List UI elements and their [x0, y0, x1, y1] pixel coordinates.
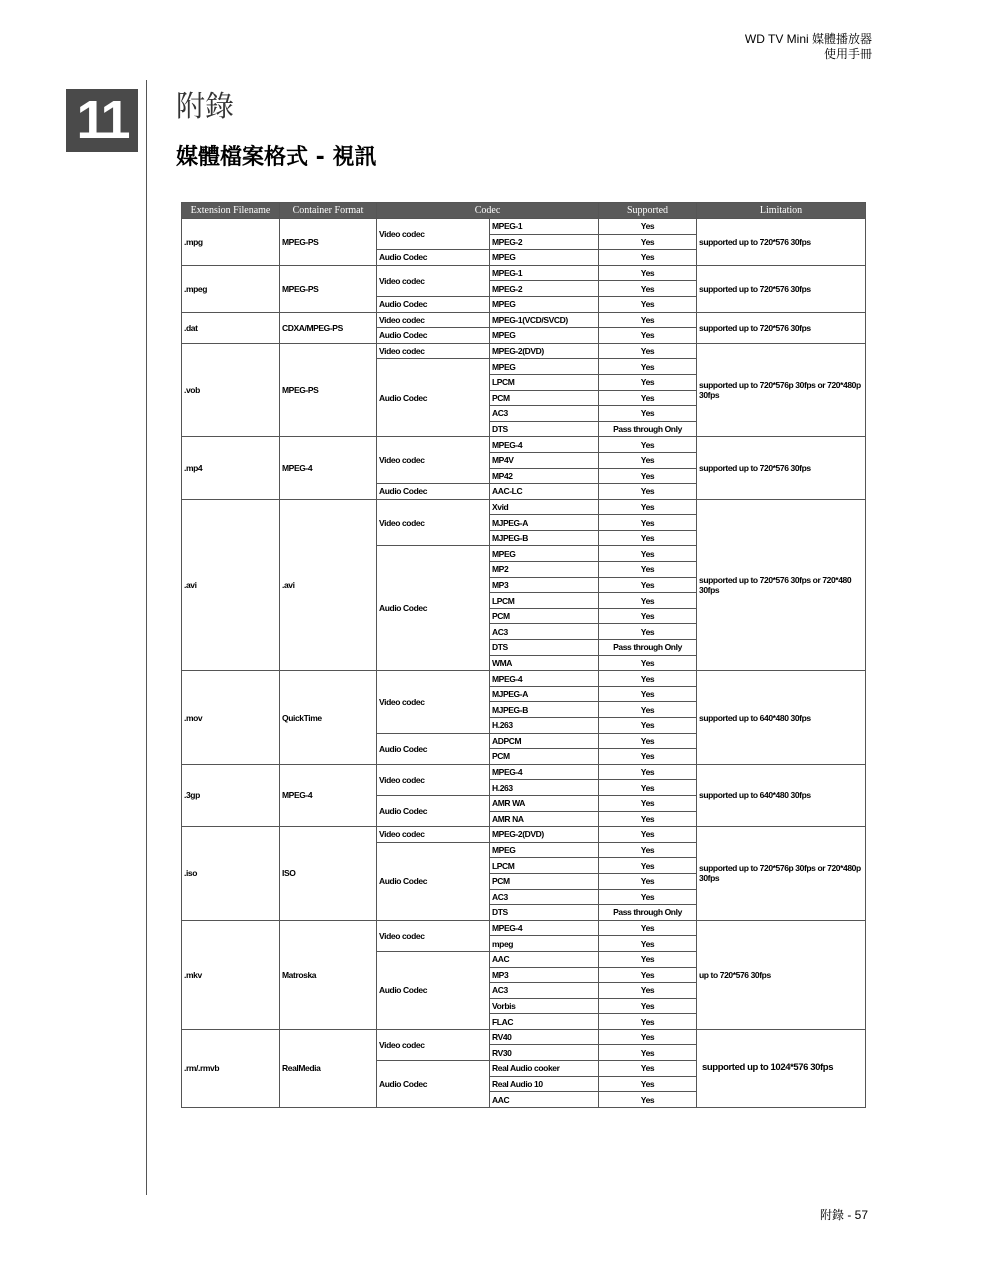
supported-cell: Yes	[599, 624, 697, 640]
codec-name-cell: ADPCM	[490, 733, 599, 749]
codec-name-cell: AC3	[490, 624, 599, 640]
supported-cell: Yes	[599, 328, 697, 344]
table-header-row	[182, 203, 866, 219]
codec-type-cell: Audio Codec	[377, 359, 490, 437]
extension-cell: .mpg	[182, 219, 280, 266]
header-container: Container Format	[280, 203, 377, 219]
extension-cell: .dat	[182, 312, 280, 343]
table-row	[182, 499, 866, 515]
limitation-cell: supported up to 720*576p 30fps or 720*480p 30fps	[697, 343, 866, 437]
supported-cell: Yes	[599, 296, 697, 312]
container-cell: .avi	[280, 499, 377, 671]
codec-name-cell: MPEG	[490, 328, 599, 344]
codec-name-cell: MP2	[490, 562, 599, 578]
supported-cell: Yes	[599, 1029, 697, 1045]
chapter-number-badge: 11	[66, 89, 138, 152]
limitation-cell: supported up to 640*480 30fps	[697, 671, 866, 765]
codec-name-cell: Xvid	[490, 499, 599, 515]
codec-name-cell: MJPEG-A	[490, 515, 599, 531]
supported-cell: Yes	[599, 234, 697, 250]
supported-cell: Yes	[599, 718, 697, 734]
supported-cell: Yes	[599, 702, 697, 718]
container-cell: CDXA/MPEG-PS	[280, 312, 377, 343]
codec-name-cell: MPEG-4	[490, 671, 599, 687]
limitation-cell: up to 720*576 30fps	[697, 920, 866, 1029]
extension-cell: .mpeg	[182, 265, 280, 312]
header-product-title: WD TV Mini 媒體播放器	[744, 32, 872, 46]
container-cell: MPEG-4	[280, 437, 377, 499]
header-limitation: Limitation	[697, 203, 866, 219]
codec-type-cell: Audio Codec	[377, 733, 490, 764]
table-row	[182, 312, 866, 328]
codec-type-cell: Video codec	[377, 499, 490, 546]
codec-type-cell: Video codec	[377, 219, 490, 250]
codec-name-cell: MPEG-1(VCD/SVCD)	[490, 312, 599, 328]
codec-name-cell: LPCM	[490, 858, 599, 874]
supported-cell: Yes	[599, 858, 697, 874]
supported-cell: Yes	[599, 686, 697, 702]
supported-cell: Yes	[599, 265, 697, 281]
header-manual-title: 使用手冊	[823, 47, 872, 61]
supported-cell: Yes	[599, 1092, 697, 1108]
codec-type-cell: Video codec	[377, 764, 490, 795]
supported-cell: Yes	[599, 546, 697, 562]
supported-cell: Yes	[599, 811, 697, 827]
supported-cell: Yes	[599, 406, 697, 422]
codec-type-cell: Video codec	[377, 343, 490, 359]
section-title: 附錄	[176, 89, 235, 123]
extension-cell: .mp4	[182, 437, 280, 499]
codec-type-cell: Video codec	[377, 1029, 490, 1060]
codec-type-cell: Audio Codec	[377, 951, 490, 1029]
header-supported: Supported	[599, 203, 697, 219]
limitation-cell: supported up to 720*576 30fps	[697, 219, 866, 266]
table-row	[182, 265, 866, 281]
header-extension: Extension Filename	[182, 203, 280, 219]
codec-name-cell: MP3	[490, 967, 599, 983]
container-cell: MPEG-4	[280, 764, 377, 826]
codec-name-cell: AAC	[490, 1092, 599, 1108]
container-cell: MPEG-PS	[280, 265, 377, 312]
supported-cell: Yes	[599, 780, 697, 796]
codec-name-cell: PCM	[490, 390, 599, 406]
codec-name-cell: MP3	[490, 577, 599, 593]
codec-name-cell: MP42	[490, 468, 599, 484]
supported-cell: Yes	[599, 951, 697, 967]
supported-cell: Yes	[599, 468, 697, 484]
supported-cell: Yes	[599, 795, 697, 811]
extension-cell: .mov	[182, 671, 280, 765]
limitation-cell: supported up to 720*576p 30fps or 720*480p 30fps	[697, 827, 866, 921]
media-format-table	[181, 202, 866, 1108]
container-cell: MPEG-PS	[280, 219, 377, 266]
limitation-cell: supported up to 720*576 30fps or 720*480 30fps	[697, 499, 866, 671]
supported-cell: Yes	[599, 998, 697, 1014]
codec-name-cell: PCM	[490, 749, 599, 765]
container-cell: MPEG-PS	[280, 343, 377, 437]
codec-name-cell: MJPEG-B	[490, 702, 599, 718]
header-codec: Codec	[377, 203, 599, 219]
table-body	[182, 219, 866, 1108]
supported-cell: Yes	[599, 577, 697, 593]
codec-type-cell: Video codec	[377, 265, 490, 296]
sub-title: 媒體檔案格式 - 視訊	[176, 145, 377, 170]
supported-cell: Yes	[599, 827, 697, 843]
supported-cell: Yes	[599, 1014, 697, 1030]
codec-name-cell: MPEG-1	[490, 265, 599, 281]
supported-cell: Yes	[599, 749, 697, 765]
codec-name-cell: RV30	[490, 1045, 599, 1061]
codec-name-cell: MPEG	[490, 250, 599, 266]
codec-name-cell: WMA	[490, 655, 599, 671]
supported-cell: Pass through Only	[599, 421, 697, 437]
codec-name-cell: RV40	[490, 1029, 599, 1045]
supported-cell: Yes	[599, 889, 697, 905]
extension-cell: .avi	[182, 499, 280, 671]
codec-name-cell: MPEG	[490, 296, 599, 312]
supported-cell: Yes	[599, 593, 697, 609]
supported-cell: Yes	[599, 1061, 697, 1077]
extension-cell: .vob	[182, 343, 280, 437]
supported-cell: Yes	[599, 530, 697, 546]
codec-name-cell: DTS	[490, 421, 599, 437]
codec-name-cell: LPCM	[490, 593, 599, 609]
codec-name-cell: MPEG-4	[490, 764, 599, 780]
codec-name-cell: MPEG-2	[490, 234, 599, 250]
codec-name-cell: MJPEG-A	[490, 686, 599, 702]
codec-name-cell: AMR WA	[490, 795, 599, 811]
supported-cell: Yes	[599, 936, 697, 952]
extension-cell: .3gp	[182, 764, 280, 826]
supported-cell: Yes	[599, 562, 697, 578]
codec-name-cell: MJPEG-B	[490, 530, 599, 546]
page-number: 附錄 - 57	[820, 1208, 869, 1222]
supported-cell: Pass through Only	[599, 640, 697, 656]
container-cell: RealMedia	[280, 1029, 377, 1107]
extension-cell: .rm/.rmvb	[182, 1029, 280, 1107]
supported-cell: Yes	[599, 515, 697, 531]
table-row	[182, 764, 866, 780]
extension-cell: .mkv	[182, 920, 280, 1029]
codec-type-cell: Audio Codec	[377, 546, 490, 671]
codec-name-cell: AAC	[490, 951, 599, 967]
supported-cell: Yes	[599, 983, 697, 999]
codec-type-cell: Video codec	[377, 312, 490, 328]
supported-cell: Yes	[599, 452, 697, 468]
codec-name-cell: H.263	[490, 780, 599, 796]
supported-cell: Yes	[599, 250, 697, 266]
codec-name-cell: MPEG	[490, 842, 599, 858]
codec-name-cell: mpeg	[490, 936, 599, 952]
limitation-cell: supported up to 640*480 30fps	[697, 764, 866, 826]
table-row	[182, 827, 866, 843]
supported-cell: Yes	[599, 374, 697, 390]
page-header	[745, 32, 872, 62]
supported-cell: Yes	[599, 671, 697, 687]
codec-name-cell: FLAC	[490, 1014, 599, 1030]
codec-name-cell: Real Audio cooker	[490, 1061, 599, 1077]
codec-type-cell: Audio Codec	[377, 842, 490, 920]
codec-name-cell: AMR NA	[490, 811, 599, 827]
table-row	[182, 343, 866, 359]
supported-cell: Yes	[599, 873, 697, 889]
supported-cell: Yes	[599, 764, 697, 780]
codec-name-cell: MPEG-2	[490, 281, 599, 297]
supported-cell: Yes	[599, 1045, 697, 1061]
table-row	[182, 219, 866, 235]
codec-name-cell: AC3	[490, 983, 599, 999]
supported-cell: Yes	[599, 733, 697, 749]
supported-cell: Yes	[599, 219, 697, 235]
supported-cell: Pass through Only	[599, 905, 697, 921]
codec-name-cell: Real Audio 10	[490, 1076, 599, 1092]
codec-name-cell: MPEG-2(DVD)	[490, 827, 599, 843]
supported-cell: Yes	[599, 281, 697, 297]
codec-type-cell: Audio Codec	[377, 296, 490, 312]
codec-type-cell: Video codec	[377, 827, 490, 843]
codec-name-cell: MPEG-4	[490, 437, 599, 453]
codec-name-cell: PCM	[490, 608, 599, 624]
codec-type-cell: Audio Codec	[377, 795, 490, 826]
codec-name-cell: AC3	[490, 889, 599, 905]
codec-name-cell: LPCM	[490, 374, 599, 390]
codec-type-cell: Video codec	[377, 437, 490, 484]
container-cell: QuickTime	[280, 671, 377, 765]
codec-name-cell: Vorbis	[490, 998, 599, 1014]
codec-name-cell: H.263	[490, 718, 599, 734]
limitation-cell: supported up to 720*576 30fps	[697, 312, 866, 343]
codec-name-cell: MPEG	[490, 546, 599, 562]
codec-name-cell: MPEG-1	[490, 219, 599, 235]
table-row	[182, 1029, 866, 1045]
codec-type-cell: Audio Codec	[377, 484, 490, 500]
table-row	[182, 437, 866, 453]
codec-name-cell: MPEG	[490, 359, 599, 375]
supported-cell: Yes	[599, 312, 697, 328]
codec-type-cell: Audio Codec	[377, 1061, 490, 1108]
extension-cell: .iso	[182, 827, 280, 921]
supported-cell: Yes	[599, 655, 697, 671]
codec-name-cell: MPEG-2(DVD)	[490, 343, 599, 359]
limitation-cell: supported up to 720*576 30fps	[697, 265, 866, 312]
codec-type-cell: Audio Codec	[377, 328, 490, 344]
codec-name-cell: DTS	[490, 905, 599, 921]
limitation-cell: supported up to 1024*576 30fps	[697, 1029, 866, 1107]
codec-name-cell: AAC-LC	[490, 484, 599, 500]
table-row	[182, 671, 866, 687]
container-cell: ISO	[280, 827, 377, 921]
codec-name-cell: AC3	[490, 406, 599, 422]
supported-cell: Yes	[599, 437, 697, 453]
table-row	[182, 920, 866, 936]
supported-cell: Yes	[599, 343, 697, 359]
supported-cell: Yes	[599, 920, 697, 936]
codec-name-cell: PCM	[490, 873, 599, 889]
codec-name-cell: DTS	[490, 640, 599, 656]
supported-cell: Yes	[599, 390, 697, 406]
container-cell: Matroska	[280, 920, 377, 1029]
codec-type-cell: Video codec	[377, 671, 490, 733]
supported-cell: Yes	[599, 499, 697, 515]
codec-name-cell: MP4V	[490, 452, 599, 468]
supported-cell: Yes	[599, 842, 697, 858]
supported-cell: Yes	[599, 484, 697, 500]
supported-cell: Yes	[599, 608, 697, 624]
media-format-table-wrapper	[181, 202, 865, 1108]
limitation-cell: supported up to 720*576 30fps	[697, 437, 866, 499]
codec-name-cell: MPEG-4	[490, 920, 599, 936]
margin-divider	[146, 80, 147, 1195]
supported-cell: Yes	[599, 967, 697, 983]
codec-type-cell: Audio Codec	[377, 250, 490, 266]
supported-cell: Yes	[599, 1076, 697, 1092]
supported-cell: Yes	[599, 359, 697, 375]
codec-type-cell: Video codec	[377, 920, 490, 951]
